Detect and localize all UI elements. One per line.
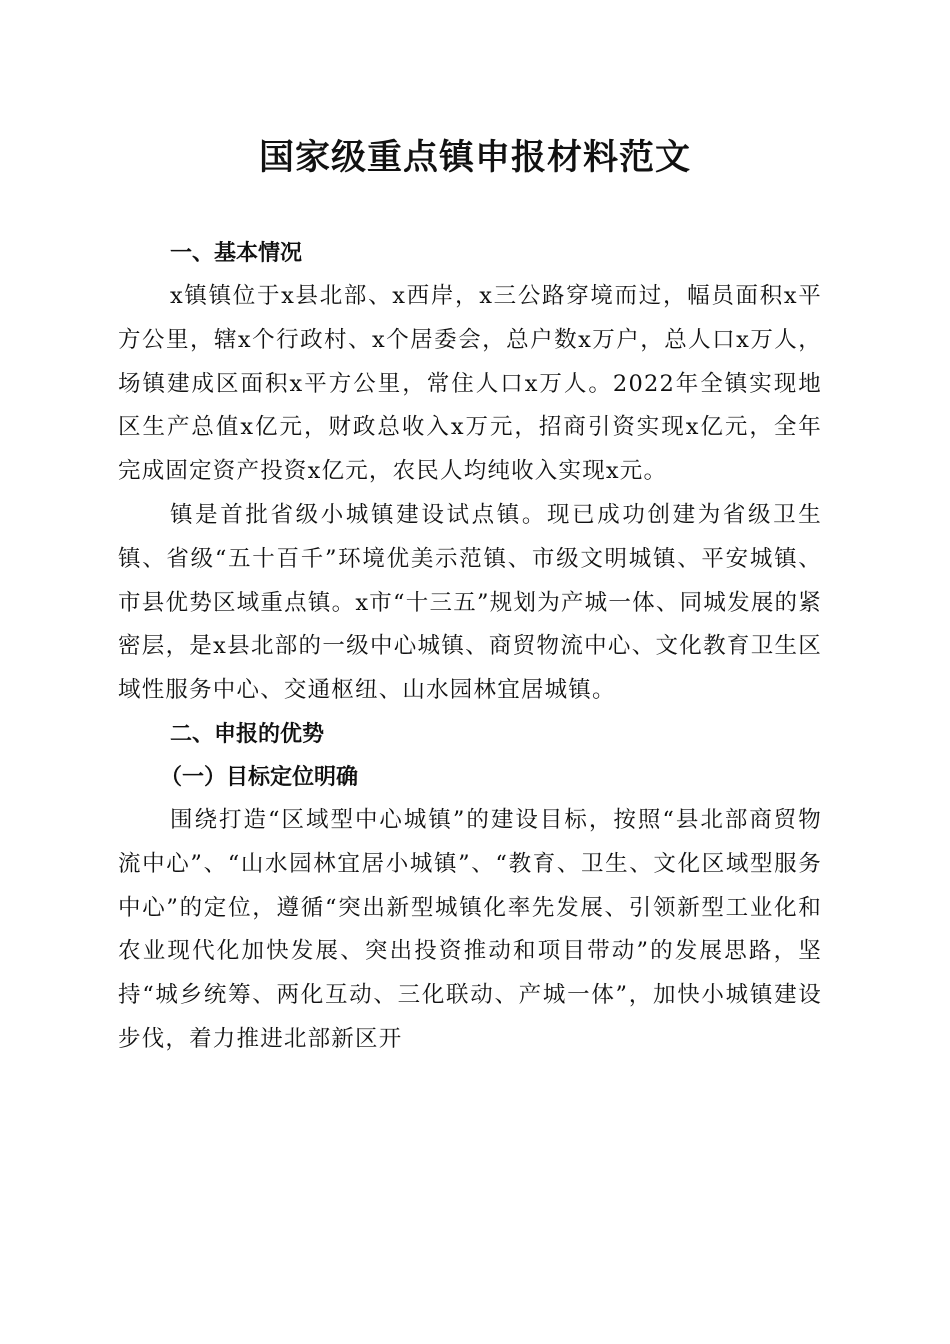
paragraph-town-honors: 镇是首批省级小城镇建设试点镇。现已成功创建为省级卫生镇、省级“五十百千”环境优美示范镇、市级文明城镇、平安城镇、市县优势区域重点镇。x市“十三五”规划为产城一体、同城发展的紧密层，是x县北部的一级中心城镇、商贸物流中心、文化教育卫生区域性服务中心、交通枢纽、山水园林宜居城镇。 xyxy=(118,501,822,704)
subsection-heading-goal-positioning: （一）目标定位明确 xyxy=(160,764,359,790)
section-heading-advantages: 二、申报的优势 xyxy=(170,721,325,747)
paragraph-goal-positioning: 围绕打造“区域型中心城镇”的建设目标，按照“县北部商贸物流中心”、“山水园林宜居小城镇”、“教育、卫生、文化区域型服务中心”的定位，遵循“突出新型城镇化率先发展、引领新型工业化和农业现代化加快发展、突出投资推动和项目带动”的发展思路，坚持“城乡统筹、两化互动、三化联动、产城一体”，加快小城镇建设步伐，着力推进北部新区开 xyxy=(118,806,822,1052)
paragraph-town-overview: x镇镇位于x县北部、x西岸，x三公路穿境而过，幅员面积x平方公里，辖x个行政村、x个居委会，总户数x万户，总人口x万人，场镇建成区面积x平方公里，常住人口x万人。2022年全镇实现地区生产总值x亿元，财政总收入x万元，招商引资实现x亿元，全年完成固定资产投资x亿元，农民人均纯收入实现x元。 xyxy=(118,283,822,485)
document-body xyxy=(118,232,822,1062)
document-title: 国家级重点镇申报材料范文 xyxy=(258,137,691,178)
section-heading-basic-info: 一、基本情况 xyxy=(170,241,303,266)
